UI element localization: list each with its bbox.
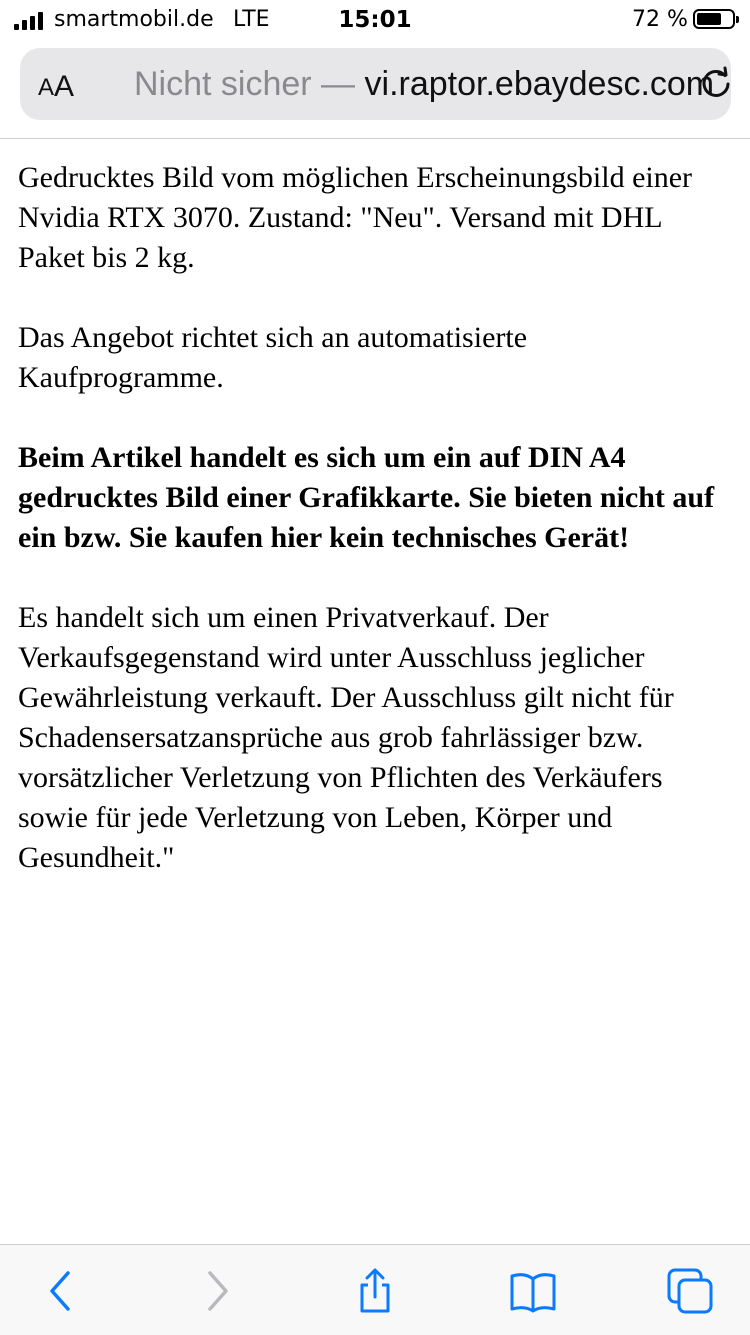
page-content [18,158,733,918]
header-divider [0,138,750,139]
bottom-toolbar [0,1244,750,1335]
forward-button[interactable] [193,1267,241,1315]
text-size-small-label: A [38,74,55,101]
battery-fill [697,13,721,25]
network-type: LTE [233,7,270,32]
description-paragraph: Gedrucktes Bild vom möglichen Erscheinungsbild einer Nvidia RTX 3070. Zustand: "Neu". Versand mit DHL Paket bis 2 kg. [18,161,693,274]
address-bar[interactable] [20,48,731,120]
security-label: Nicht sicher [134,65,312,103]
back-icon [37,1267,85,1315]
reload-icon [698,66,734,102]
carrier-name: smartmobil.de [54,7,214,32]
reload-button[interactable] [698,66,734,102]
tabs-icon [666,1267,714,1315]
bookmarks-icon [509,1267,557,1315]
tabs-button[interactable] [666,1267,714,1315]
bookmarks-button[interactable] [509,1267,557,1315]
legal-paragraph: Es handelt sich um einen Privatverkauf. Der Verkaufsgegenstand wird unter Ausschluss jeglicher Gewährleistung verkauft. Der Ausschluss gilt nicht für Schadensersatzansprüche aus grob fahrlässiger bzw. vorsätzlicher Verletzung von Pflichten des Verkäufers sowie für jede Verletzung von Leben, Körper und Gesundheit." [18,601,674,874]
text-size-large-label: A [54,70,75,103]
url-text: vi.raptor.ebaydesc.com [364,65,715,103]
clock: 15:01 [338,7,412,33]
share-button[interactable] [351,1267,399,1315]
status-bar [0,0,750,40]
url-separator: — [311,65,365,103]
text-size-button[interactable] [38,64,104,104]
forward-icon [193,1267,241,1315]
share-icon [351,1267,399,1315]
battery-percentage: 72 % [632,7,688,32]
audience-paragraph: Das Angebot richtet sich an automatisierte Kaufprogramme. [18,321,528,394]
battery-icon [693,9,735,29]
url-field[interactable] [134,64,715,104]
back-button[interactable] [37,1267,85,1315]
warning-paragraph: Beim Artikel handelt es sich um ein auf DIN A4 gedrucktes Bild einer Grafikkarte. Sie bieten nicht auf ein bzw. Sie kaufen hier kein technisches Gerät! [18,441,715,554]
